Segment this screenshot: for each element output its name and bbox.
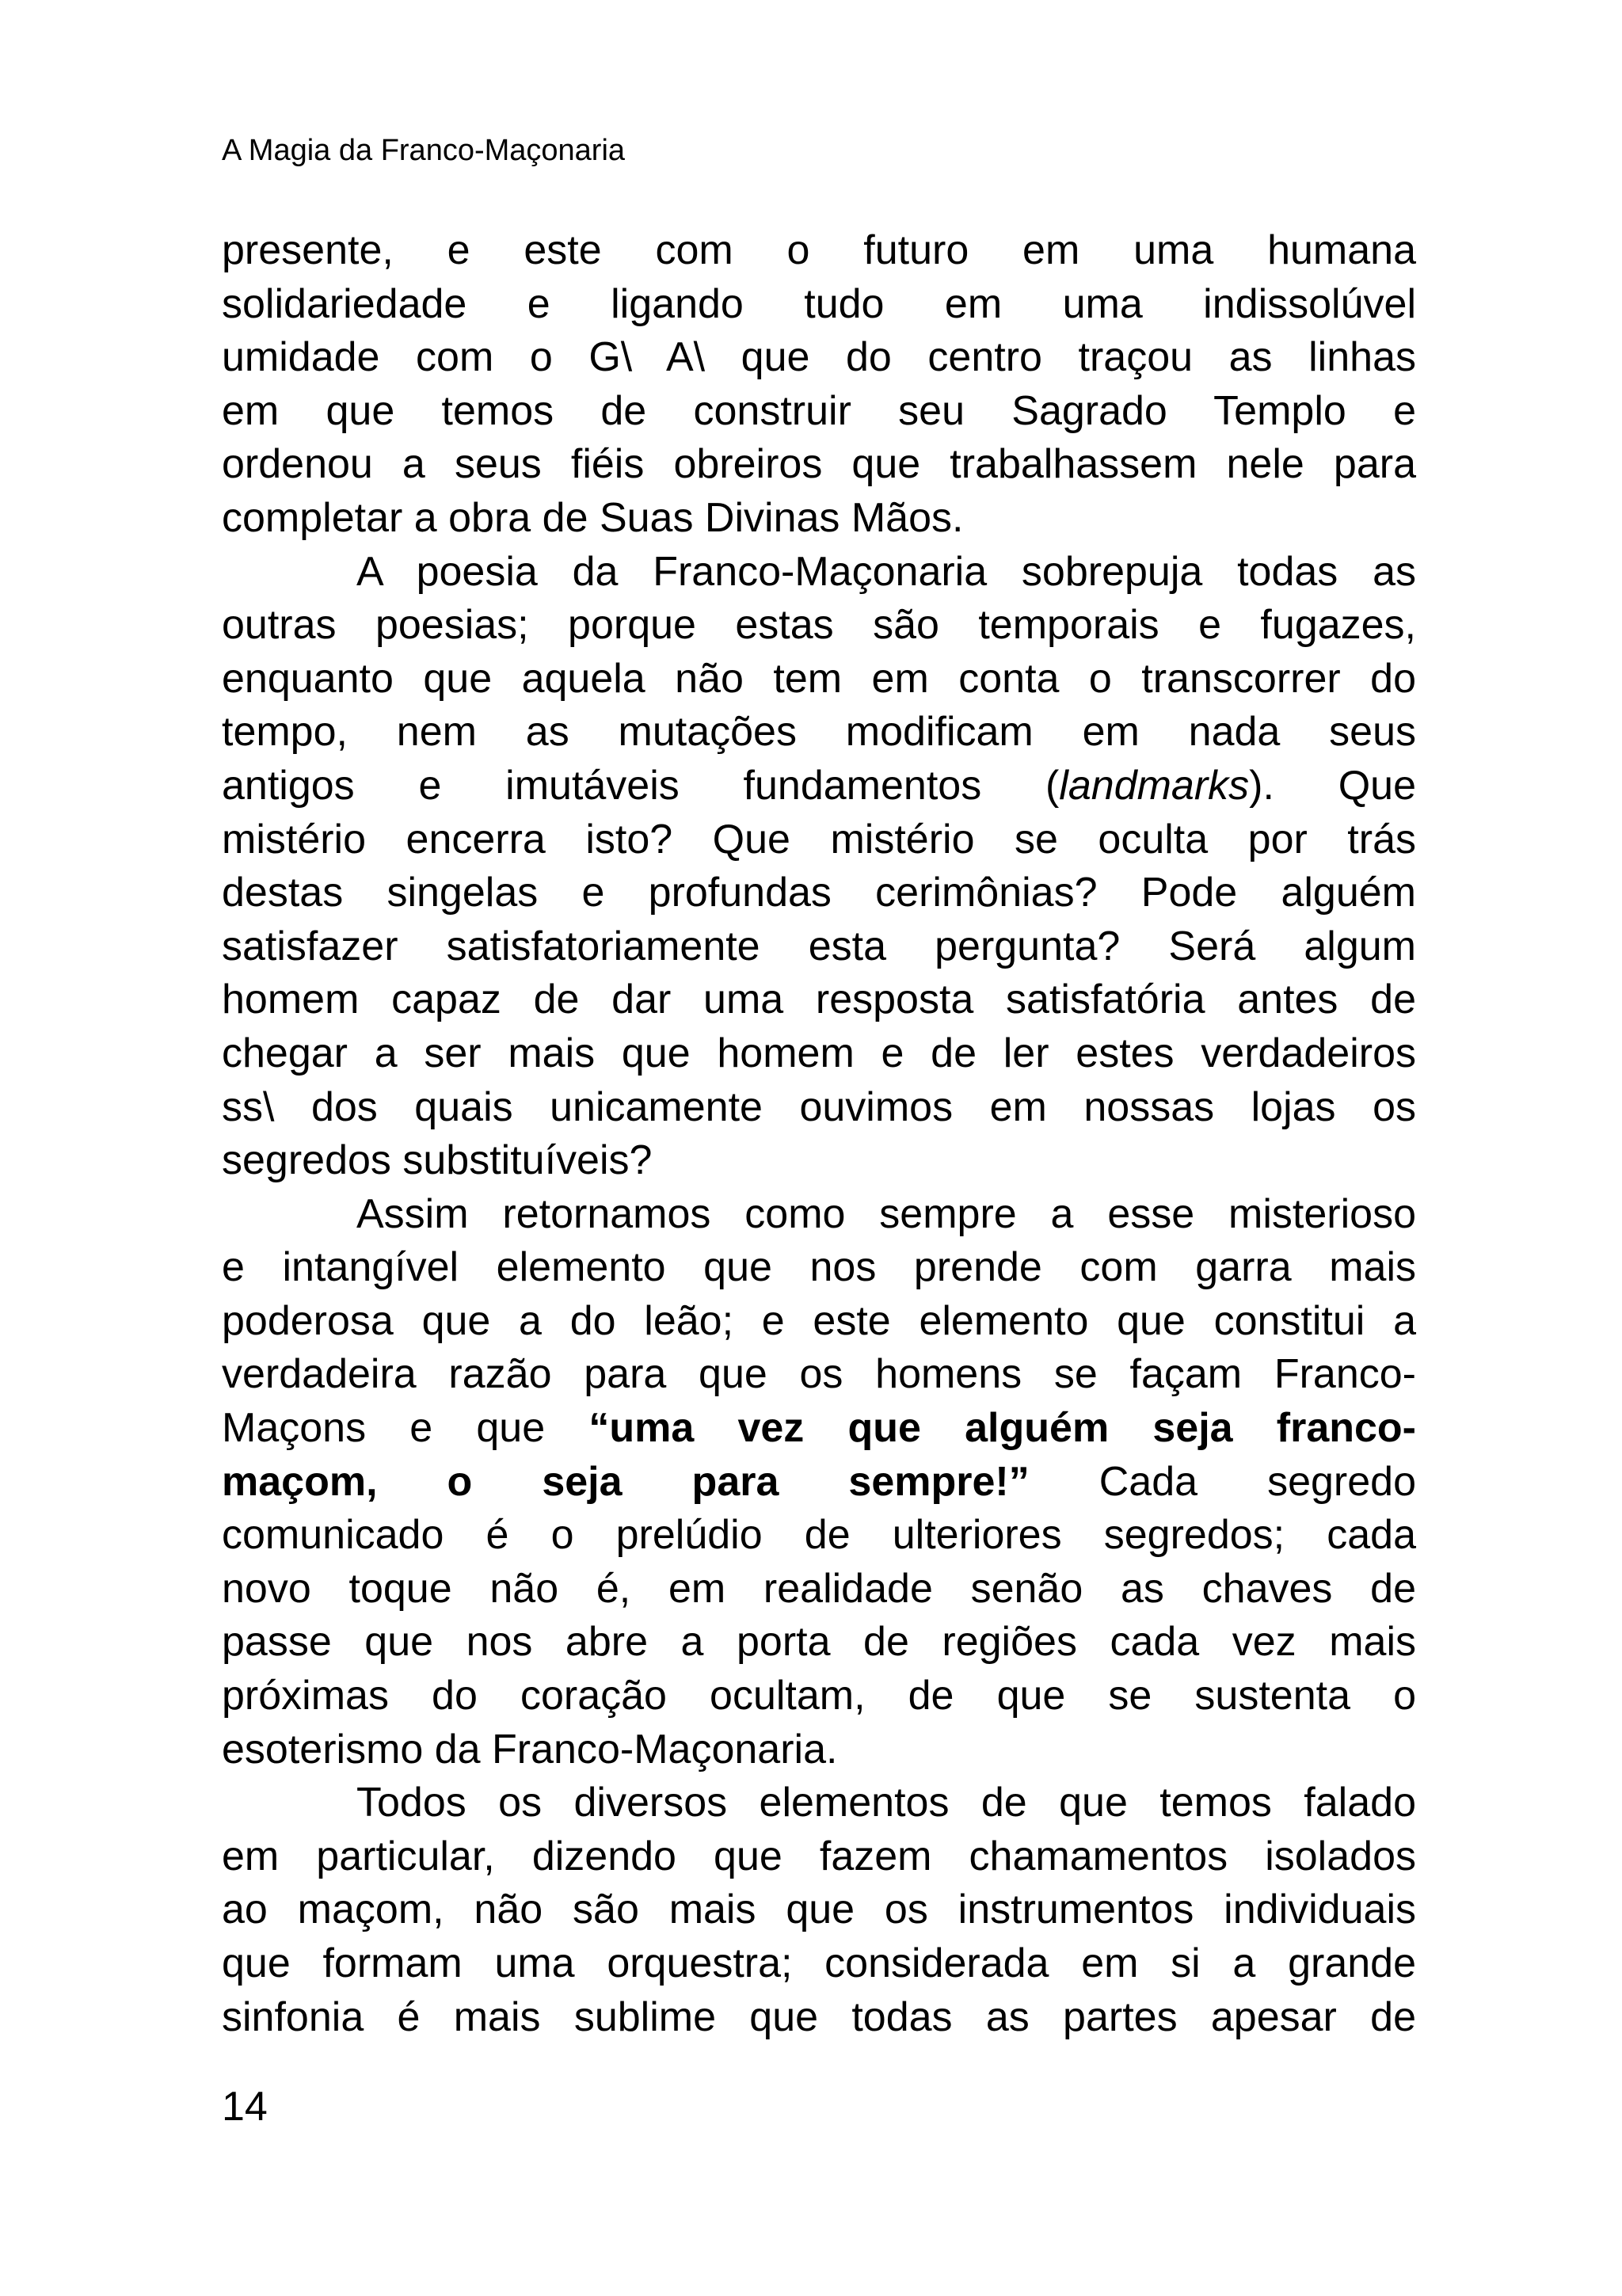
bold-quote: maçom, o seja para sempre!”: [222, 1458, 1030, 1505]
text-line: sinfonia é mais sublime que todas as partes apesar de: [222, 1993, 1416, 2040]
text-line: e intangível elemento que nos prende com garra mais: [222, 1244, 1416, 1291]
text-segment: Maçons e que: [222, 1405, 589, 1452]
text-line: tempo, nem as mutações modificam em nada seus: [222, 709, 1416, 756]
text-line: homem capaz de dar uma resposta satisfatória antes de: [222, 977, 1416, 1023]
text-line: em particular, dizendo que fazem chamamentos isolados: [222, 1833, 1416, 1879]
text-line: ordenou a seus fiéis obreiros que trabalhassem nele para: [222, 441, 1416, 488]
text-line: presente, e este com o futuro em uma humana: [222, 227, 1416, 273]
text-line: próximas do coração ocultam, de que se sustenta o: [222, 1673, 1416, 1719]
text-line: satisfazer satisfatoriamente esta pergunta? Será algum: [222, 923, 1416, 969]
text-line: ao maçom, não são mais que os instrumentos individuais: [222, 1887, 1416, 1933]
body-text: [222, 224, 1416, 2044]
bold-quote: “uma vez que alguém seja franco-: [588, 1405, 1417, 1452]
text-line: umidade com o G\ A\ que do centro traçou as linhas: [222, 334, 1416, 381]
text-line: passe que nos abre a porta de regiões cada vez mais: [222, 1619, 1416, 1666]
text-line: [222, 760, 1416, 813]
text-line: esoterismo da Franco-Maçonaria.: [222, 1726, 838, 1772]
text-line: Assim retornamos como sempre a esse misterioso: [356, 1190, 1416, 1237]
text-line: solidariedade e ligando tudo em uma indissolúvel: [222, 280, 1416, 327]
text-line: chegar a ser mais que homem e de ler estes verdadeiros: [222, 1030, 1416, 1076]
text-line: outras poesias; porque estas são temporais e fugazes,: [222, 602, 1416, 649]
text-line: [222, 1456, 1416, 1510]
text-line: enquanto que aquela não tem em conta o transcorrer do: [222, 655, 1416, 702]
text-line: verdadeira razão para que os homens se façam Franco-: [222, 1351, 1416, 1398]
text-line: completar a obra de Suas Divinas Mãos.: [222, 494, 964, 541]
text-line: poderosa que a do leão; e este elemento que constitui a: [222, 1297, 1416, 1344]
italic-term: landmarks: [1059, 762, 1250, 809]
text-line: em que temos de construir seu Sagrado Templo e: [222, 387, 1416, 434]
text-line: A poesia da Franco-Maçonaria sobrepuja todas as: [356, 548, 1416, 595]
text-line: segredos substituíveis?: [222, 1137, 653, 1184]
text-line: novo toque não é, em realidade senão as chaves de: [222, 1565, 1416, 1612]
text-line: destas singelas e profundas cerimônias? Pode alguém: [222, 870, 1416, 916]
text-segment: antigos e imutáveis fundamentos (: [222, 762, 1060, 809]
running-header: A Magia da Franco-Maçonaria: [222, 134, 626, 167]
text-line: comunicado é o prelúdio de ulteriores segredos; cada: [222, 1512, 1416, 1559]
page-number: 14: [222, 2084, 268, 2130]
text-segment: ). Que: [1249, 762, 1416, 809]
text-line: Todos os diversos elementos de que temos falado: [356, 1780, 1416, 1826]
text-line: [222, 1402, 1416, 1456]
text-segment: Cada segredo: [1029, 1458, 1417, 1505]
text-line: ss\ dos quais unicamente ouvimos em nossas lojas os: [222, 1083, 1416, 1130]
text-line: que formam uma orquestra; considerada em si a grande: [222, 1940, 1416, 1986]
text-line: mistério encerra isto? Que mistério se oculta por trás: [222, 816, 1416, 862]
